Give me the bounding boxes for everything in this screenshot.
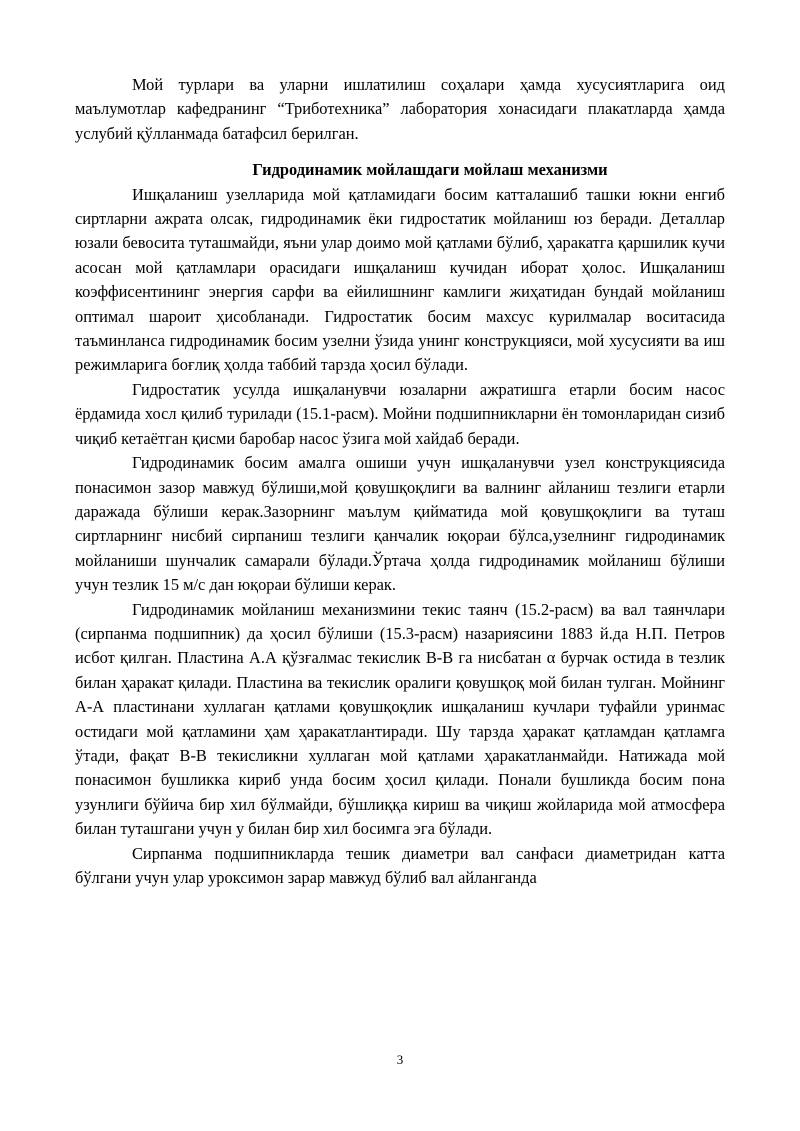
paragraph-petrov-theory: Гидродинамик мойланиш механизмини текис таянч (15.2-расм) ва вал таянчлари (сирпанма подшипник) да ҳосил бўлиши (15.3-расм) назариясини 1883 й.да Н.П. Петров исбот қилган. Пластина А.А қўзғалмас текислик В-В га нисбатан α бурчак остида в тезлик билан ҳаракат қилади. Пластина ва текислик оралиги қовушқоқ мой билан тулган. Мойнинг А-А пластинани хуллаган қатлами қовушқоқлик ишқаланиш кучлари туфайли уринмас остидаги мой қатламини ҳам ҳаракатлантиради. Шу тарзда ҳаракат қатламдан қатламга ўтади, фақат В-В текисликни хуллаган мой қатлами ҳаракатланмайди. Натижада мой понасимон бушликка кириб унда босим ҳосил қилади. Понали бушликда босим пона узунлиги бўйича бир хил бўлмайди, бўшлиққа кириш ва чиқиш жойларида мой атмосфера билан туташгани учун у билан бир хил босимга эга бўлади. <box>75 599 725 839</box>
paragraph-hydrodynamic-conditions: Гидродинамик босим амалга ошиши учун ишқаланувчи узел конструкциясида понасимон зазор мавжуд бўлиши,мой қовушқоқлиги ва валнинг айланиш тезлиги етарли даражада бўлиши керак.Зазорнинг маълум қийматида мой қовушқоқлиги ва туташ сиртларнинг нисбий сирпаниш тезлиги қанчалик юқораи бўлса,узелнинг гидродинамик мойланиши шунчалик самарали бўлади.Ўртача ҳолда гидродинамик мойланиш бўлиши учун тезлик 15 м/с дан юқораи бўлиши керак. <box>75 453 725 595</box>
paragraph-lubrication-regimes: Ишқаланиш узелларида мой қатламидаги босим катталашиб ташки юкни енгиб сиртларни ажрата олсак, гидродинамик ёки гидростатик мойланиш юз беради. Деталлар юзали бевосита туташмайди, яъни улар доимо мой қатлами бўлиб, ҳаракатга қаршилик кучи асосан мой қатламлари орасидаги ишқаланиш кучидан иборат ҳолос. Ишқаланиш коэффисентининг энергия сарфи ва ейилишнинг камлиги жиҳатидан бундай мойланиш оптимал шароит ҳисобланади. Гидростатик босим махсус курилмалар воситасида таъминланса гидродинамик босим узелни ўзида унинг конструкцияси, мой хусусияти ва иш режимларига боғлиқ ҳолда таббий тарзда ҳосил бўлади. <box>75 184 725 375</box>
page-number: 3 <box>396 1052 404 1067</box>
page-body <box>75 73 725 890</box>
paragraph-hydrostatic: Гидростатик усулда ишқаланувчи юзаларни ажратишга етарли босим насос ёрдамида хосл қилиб турилади (15.1-расм). Мойни подшипникларни ён томонларидан сизиб чиқиб кетаётган қисми баробар насос ўзига мой хайдаб беради. <box>75 379 725 448</box>
section-title: Гидродинамик мойлашдаги мойлаш механизми <box>252 160 608 180</box>
paragraph-plain-bearings: Сирпанма подшипникларда тешик диаметри вал санфаси диаметридан катта бўлгани учун улар уроксимон зарар мавжуд бўлиб вал айланганда <box>75 843 725 887</box>
intro-paragraph: Мой турлари ва уларни ишлатилиш соҳалари ҳамда хусусиятларига оид маълумотлар кафедранинг “Триботехника” лаборатория хонасидаги плакатларда ҳамда услубий қўлланмада батафсил берилган. <box>75 75 725 143</box>
